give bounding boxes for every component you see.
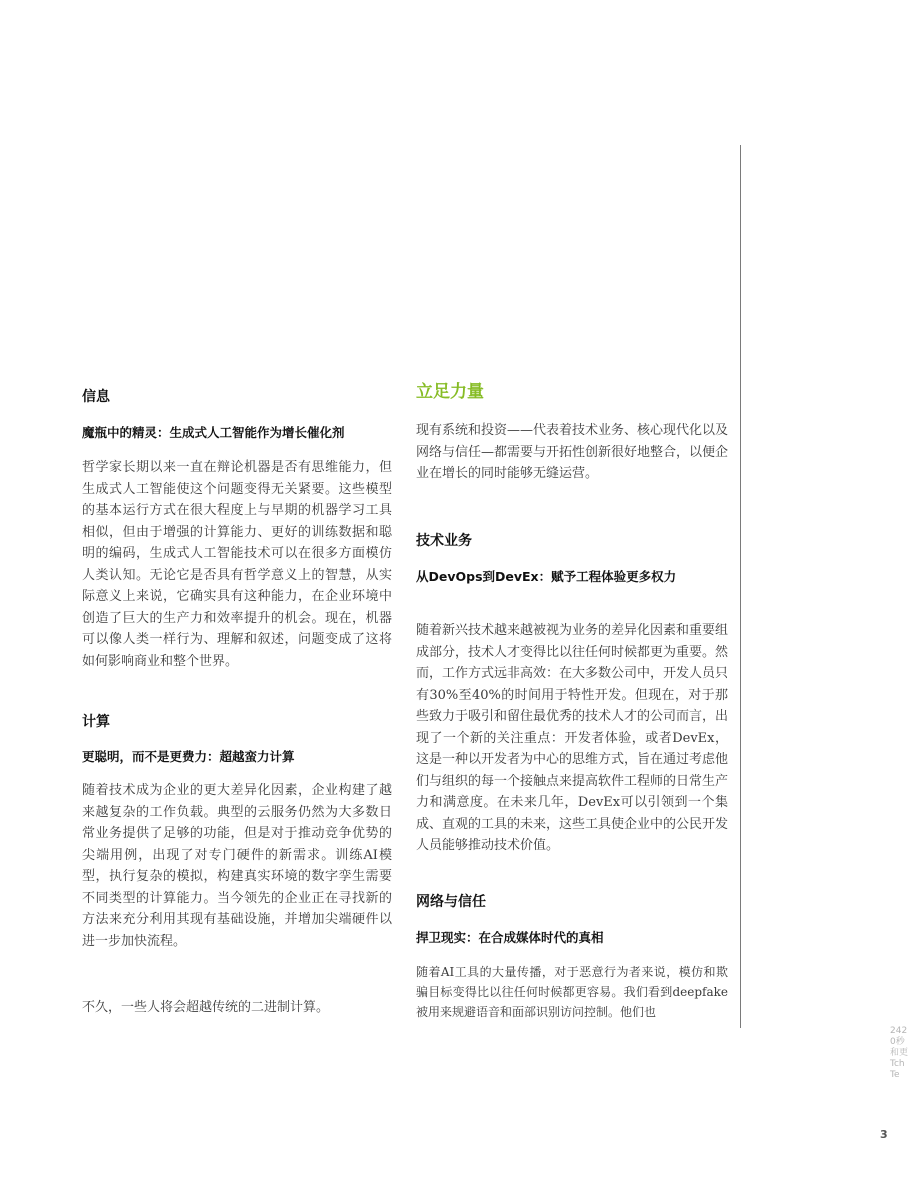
section-subtitle-genai: 魔瓶中的精灵：生成式人工智能作为增长催化剂: [82, 425, 345, 440]
paragraph-genai: 哲学家长期以来一直在辩论机器是否有思维能力，但生成式人工智能使这个问题变得无关紧要。这些模型的基本运行方式在很大程度上与早期的机器学习工具相似，但由于增强的计算能力、更好的训练数据和聪明的编码，生成式人工智能技术可以在很多方面模仿人类认知。无论它是否具有哲学意义上的智慧，从实际意义上来说，它确实具有这种能力，在企业环境中创造了巨大的生产力和效率提升的机会。现在，机器可以像人类一样行为、理解和叙述，问题变成了这将如何影响商业和整个世界。: [82, 460, 392, 669]
vertical-divider: [740, 145, 741, 1028]
section-title-compute: 计算: [82, 714, 110, 730]
section-subtitle-synthetic-media: 捍卫现实：在合成媒体时代的真相: [416, 930, 604, 945]
section-heading-foundation: 立足力量: [416, 382, 484, 402]
paragraph-compute-tail: 不久，一些人将会超越传统的二进制计算。: [82, 1000, 330, 1015]
section-title-information: 信息: [82, 389, 110, 405]
paragraph-devex: 随着新兴技术越来越被视为业务的差异化因素和重要组成部分，技术人才变得比以往任何时候都更为重要。然而，工作方式远非高效：在大多数公司中，开发人员只有30%至40%的时间用于特性开发。但现在，对于那些致力于吸引和留住最优秀的技术人才的公司而言，出现了一个新的关注重点：开发者体验，或者DevEx，这是一种以开发者为中心的思维方式，旨在通过考虑他们与组织的每一个接触点来提高软件工程师的日常生产力和满意度。在未来几年，DevEx可以引领到一个集成、直观的工具的未来，这些工具使企业中的公民开发人员能够推动技术价值。: [416, 623, 729, 853]
page-number: 3: [880, 1128, 888, 1141]
section-subtitle-compute: 更聪明，而不是更费力：超越蛮力计算: [82, 749, 295, 764]
paragraph-compute: 随着技术成为企业的更大差异化因素，企业构建了越来越复杂的工作负载。典型的云服务仍然为大多数日常业务提供了足够的功能，但是对于推动竞争优势的尖端用例，出现了对专门硬件的新需求。训练AI模型，执行复杂的模拟，构建真实环境的数字孪生需要不同类型的计算能力。当今领先的企业正在寻找新的方法来充分利用其现有基础设施，并增加尖端硬件以进一步加快流程。: [82, 783, 392, 949]
section-subtitle-devex: 从DevOps到DevEx：赋予工程体验更多权力: [416, 569, 677, 584]
sidebar-vertical-text: 2420秒和更TchTe: [890, 1026, 909, 1080]
paragraph-synthetic-media: 随着AI工具的大量传播，对于恶意行为者来说，模仿和欺骗目标变得比以往任何时候都更容易。我们看到deepfake被用来规避语音和面部识别访问控制。他们也: [416, 965, 728, 1019]
section-title-cyber-trust: 网络与信任: [416, 894, 486, 910]
section-title-tech-business: 技术业务: [416, 533, 472, 549]
paragraph-foundation-intro: 现有系统和投资——代表着技术业务、核心现代化以及网络与信任—都需要与开拓性创新很好地整合，以便企业在增长的同时能够无缝运营。: [416, 423, 729, 481]
